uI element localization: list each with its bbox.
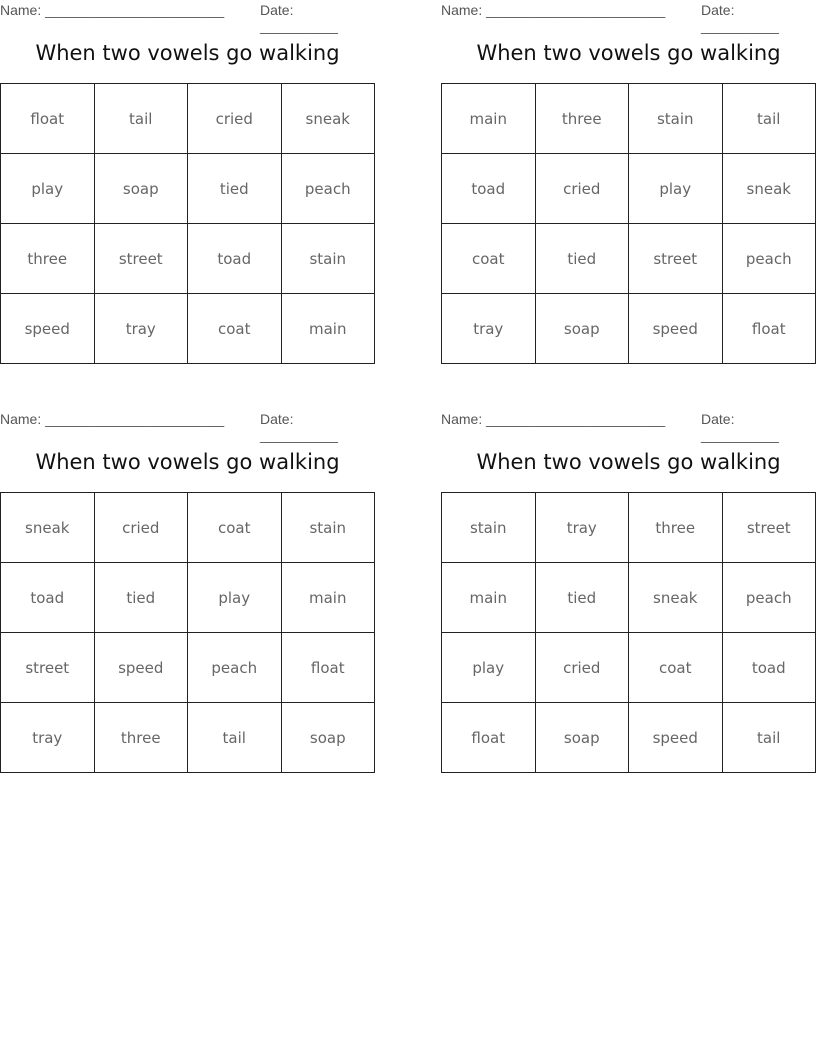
grid-row — [1, 703, 375, 773]
word-cell: sneak — [281, 84, 375, 154]
word-grid — [441, 83, 816, 364]
word-cell: peach — [722, 224, 816, 294]
word-cell: tray — [1, 703, 95, 773]
word-cell: peach — [722, 563, 816, 633]
word-cell: speed — [1, 294, 95, 364]
grid-row — [442, 633, 816, 703]
word-cell: sneak — [629, 563, 723, 633]
word-cell: tray — [94, 294, 188, 364]
word-cell: coat — [188, 493, 282, 563]
grid-row — [1, 84, 375, 154]
word-cell: play — [442, 633, 536, 703]
grid-row — [442, 224, 816, 294]
word-cell: street — [1, 633, 95, 703]
word-cell: speed — [94, 633, 188, 703]
word-cell: street — [722, 493, 816, 563]
word-cell: coat — [442, 224, 536, 294]
word-cell: toad — [722, 633, 816, 703]
word-grid — [0, 83, 375, 364]
word-cell: peach — [281, 154, 375, 224]
name-field-label: Name: _______________________ — [0, 411, 225, 427]
word-cell: toad — [1, 563, 95, 633]
word-cell: street — [94, 224, 188, 294]
word-cell: soap — [281, 703, 375, 773]
name-date-line — [441, 0, 816, 34]
word-cell: tied — [535, 563, 629, 633]
date-field-label: Date: __________ — [701, 2, 779, 34]
word-cell: tied — [94, 563, 188, 633]
grid-row — [442, 154, 816, 224]
word-cell: sneak — [1, 493, 95, 563]
word-cell: three — [1, 224, 95, 294]
word-cell: stain — [629, 84, 723, 154]
word-cell: sneak — [722, 154, 816, 224]
grid-row — [442, 493, 816, 563]
card-title: When two vowels go walking — [476, 41, 781, 65]
word-cell: three — [535, 84, 629, 154]
word-cell: three — [94, 703, 188, 773]
grid-row — [442, 703, 816, 773]
grid-row — [442, 563, 816, 633]
name-field-label: Name: _______________________ — [441, 2, 666, 18]
word-cell: float — [442, 703, 536, 773]
word-cell: cried — [188, 84, 282, 154]
word-cell: toad — [188, 224, 282, 294]
word-cell: peach — [188, 633, 282, 703]
word-cell: tray — [442, 294, 536, 364]
word-cell: toad — [442, 154, 536, 224]
word-cell: float — [1, 84, 95, 154]
date-field-label: Date: __________ — [260, 411, 338, 443]
grid-row — [1, 633, 375, 703]
word-cell: main — [442, 84, 536, 154]
word-cell: main — [281, 294, 375, 364]
date-field-label: Date: __________ — [260, 2, 338, 34]
word-cell: cried — [94, 493, 188, 563]
word-cell: main — [281, 563, 375, 633]
grid-row — [1, 294, 375, 364]
word-cell: tail — [722, 703, 816, 773]
word-cell: coat — [629, 633, 723, 703]
card-title: When two vowels go walking — [35, 450, 340, 474]
grid-row — [1, 493, 375, 563]
word-cell: soap — [94, 154, 188, 224]
name-field-label: Name: _______________________ — [441, 411, 666, 427]
word-cell: play — [188, 563, 282, 633]
word-cell: coat — [188, 294, 282, 364]
word-cell: tray — [535, 493, 629, 563]
word-cell: tail — [94, 84, 188, 154]
word-cell: float — [722, 294, 816, 364]
word-cell: cried — [535, 154, 629, 224]
word-cell: speed — [629, 294, 723, 364]
grid-row — [1, 224, 375, 294]
word-cell: speed — [629, 703, 723, 773]
date-field-label: Date: __________ — [701, 411, 779, 443]
word-cell: float — [281, 633, 375, 703]
word-cell: stain — [281, 493, 375, 563]
name-date-line — [0, 0, 375, 34]
word-cell: play — [1, 154, 95, 224]
name-date-line — [0, 409, 375, 443]
word-cell: stain — [281, 224, 375, 294]
name-date-line — [441, 409, 816, 443]
name-field-label: Name: _______________________ — [0, 2, 225, 18]
card-title: When two vowels go walking — [35, 41, 340, 65]
word-cell: tail — [188, 703, 282, 773]
word-cell: tied — [535, 224, 629, 294]
word-grid — [441, 492, 816, 773]
word-cell: soap — [535, 294, 629, 364]
word-cell: street — [629, 224, 723, 294]
word-cell: main — [442, 563, 536, 633]
word-grid — [0, 492, 375, 773]
grid-row — [442, 294, 816, 364]
word-cell: cried — [535, 633, 629, 703]
card-title: When two vowels go walking — [476, 450, 781, 474]
grid-row — [1, 563, 375, 633]
word-cell: three — [629, 493, 723, 563]
word-cell: tied — [188, 154, 282, 224]
word-cell: play — [629, 154, 723, 224]
word-cell: stain — [442, 493, 536, 563]
grid-row — [442, 84, 816, 154]
word-cell: tail — [722, 84, 816, 154]
word-cell: soap — [535, 703, 629, 773]
grid-row — [1, 154, 375, 224]
